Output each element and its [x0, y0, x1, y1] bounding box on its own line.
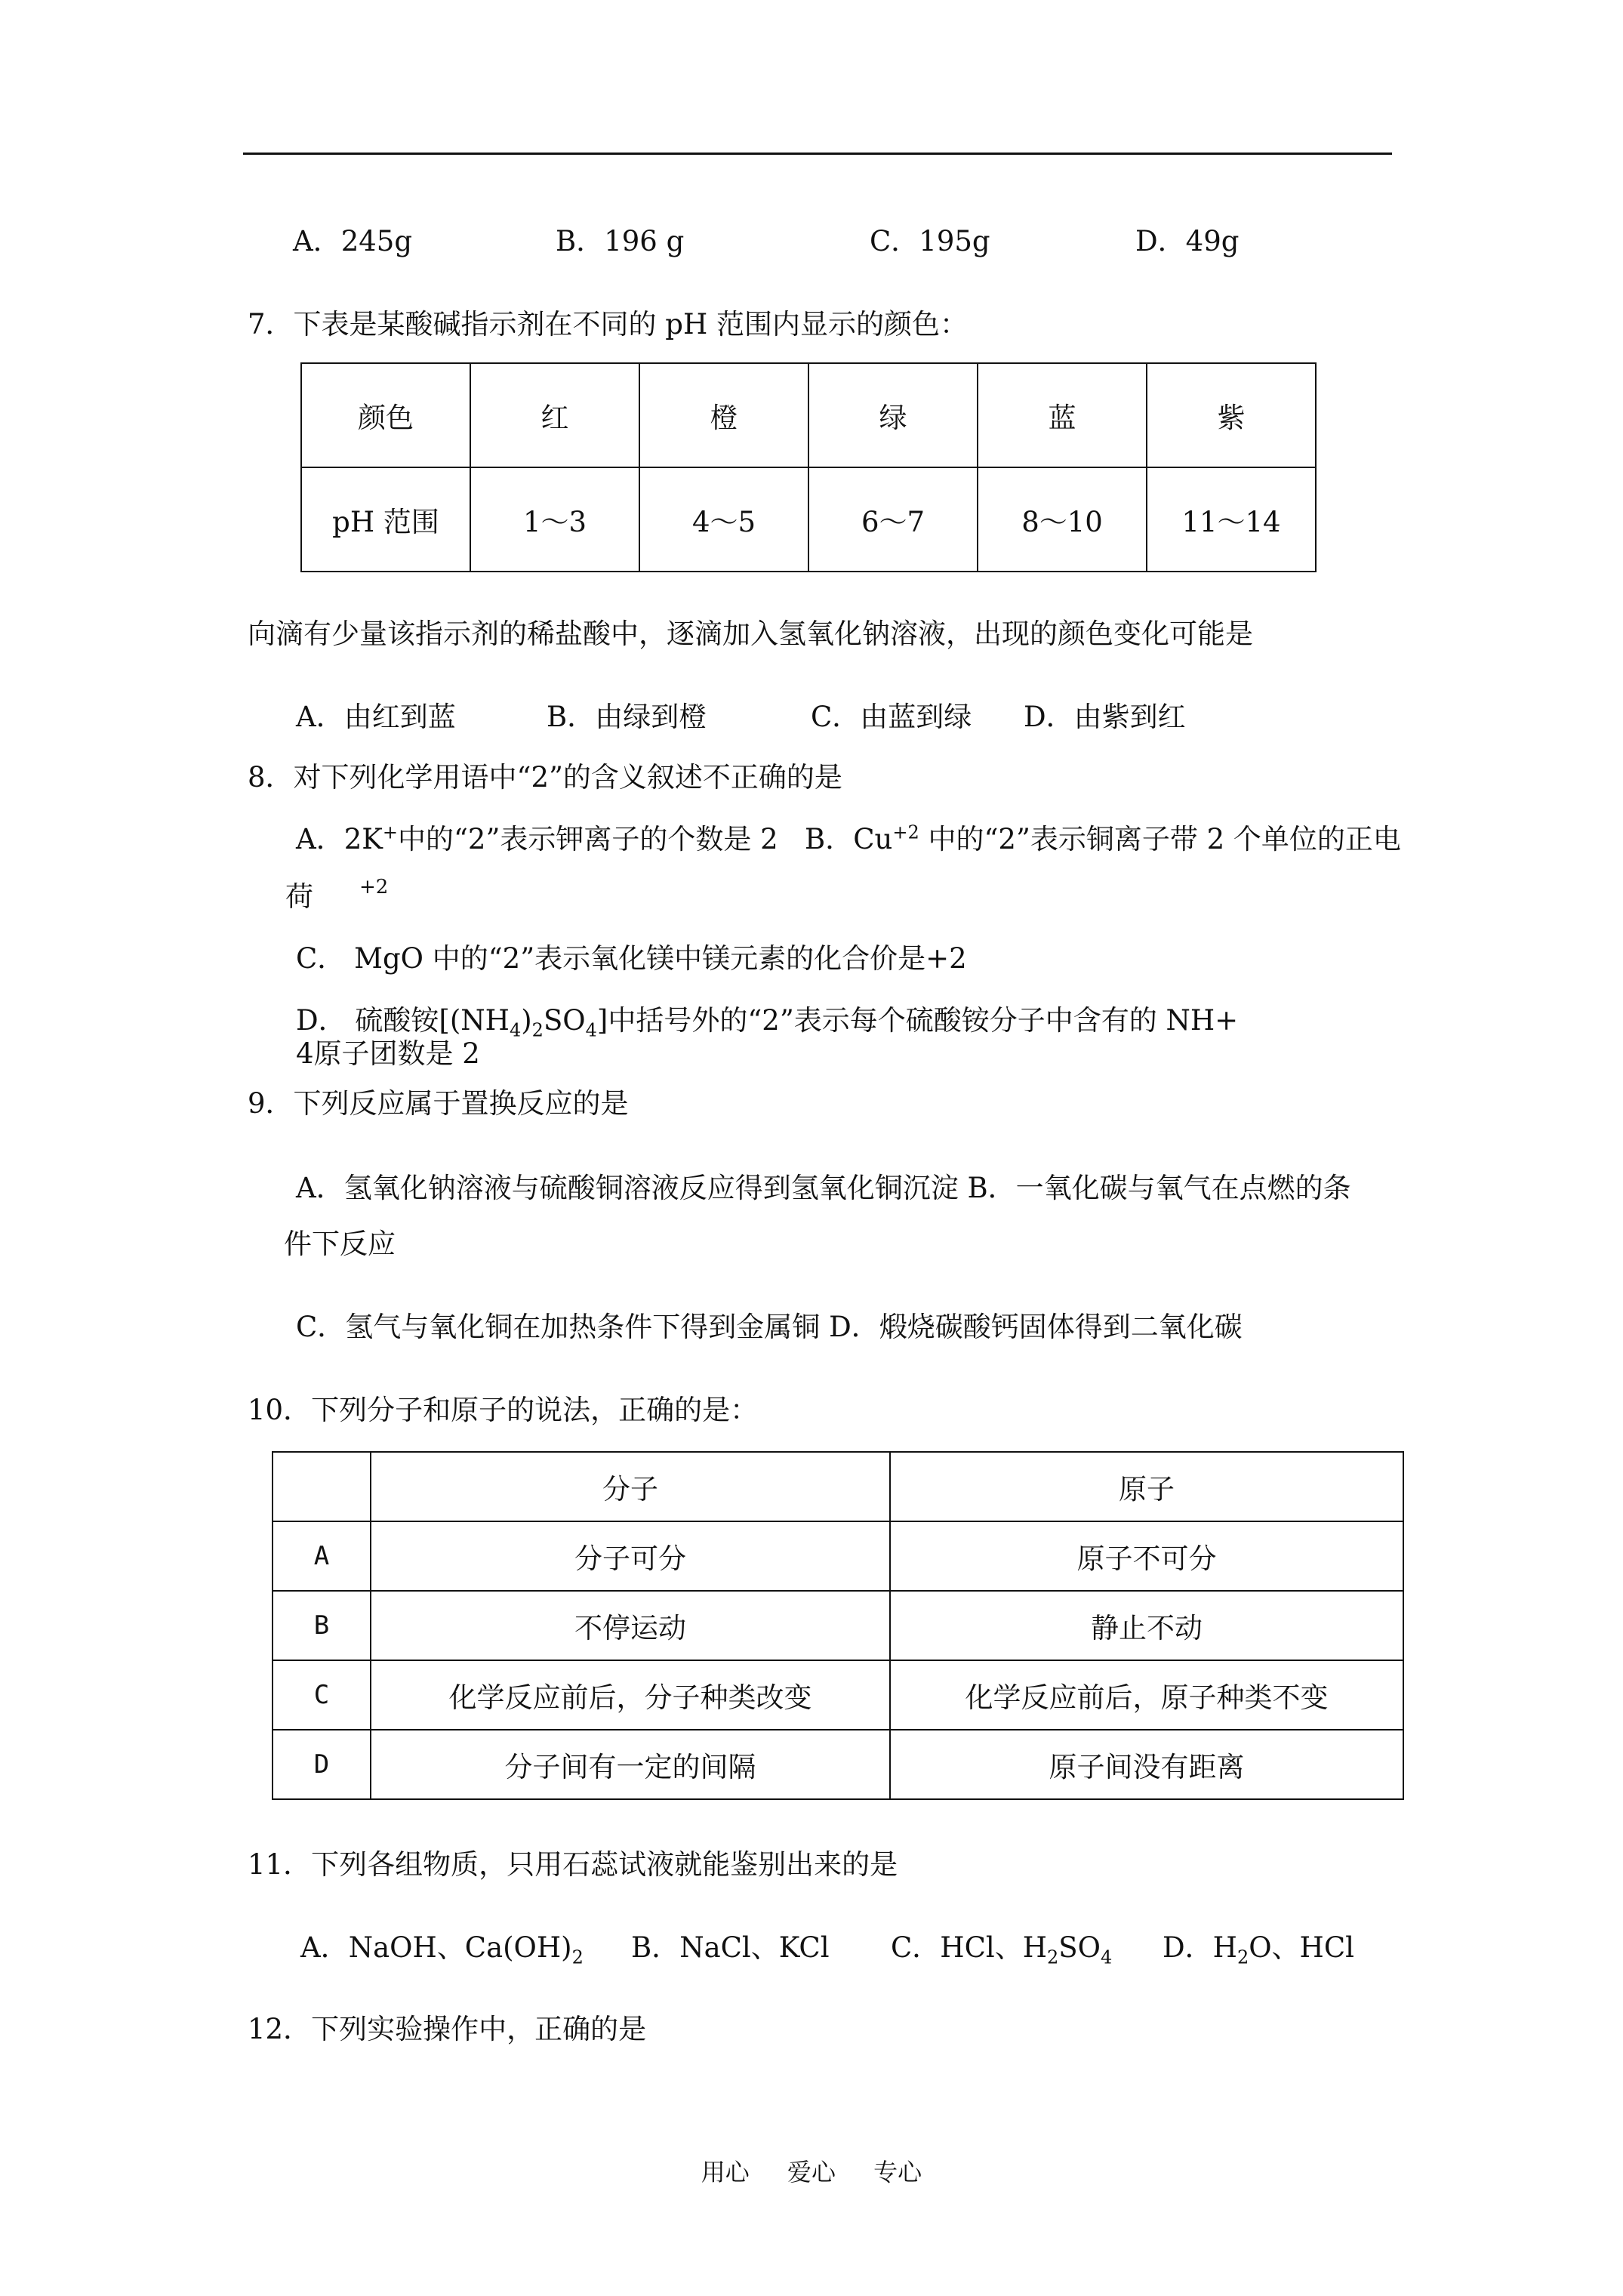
q10-stem: 10．下列分子和原子的说法，正确的是： — [248, 1394, 759, 1426]
q8-stem: 8．对下列化学用语中“2”的含义叙述不正确的是 — [248, 761, 842, 794]
footer-word: 专心 — [873, 2158, 922, 2187]
q8-c-valence-mark: +2 — [359, 876, 389, 898]
q11-d-text: D．H — [1163, 1931, 1237, 1964]
q8-option-ab — [296, 823, 1401, 856]
table-cell: 橙 — [639, 363, 808, 467]
q6-option-a: A．245g — [293, 225, 413, 257]
table-cell: C — [273, 1660, 371, 1730]
q8-option-c: C． MgO 中的“2”表示氧化镁中镁元素的化合价是+2 — [296, 942, 967, 975]
q8-d-prefix: D． 硫酸铵[(NH — [296, 1004, 510, 1037]
subscript: 2 — [1047, 1946, 1059, 1968]
table-cell: 不停运动 — [371, 1591, 890, 1660]
q7-option-a: A．由红到蓝 — [296, 701, 456, 733]
table-cell: 颜色 — [301, 363, 470, 467]
q8-a-text: 中的“2”表示钾离子的个数是 2 — [398, 823, 778, 855]
q11-a-text: A．NaOH、Ca(OH) — [300, 1931, 572, 1964]
q11-c-text: SO — [1058, 1931, 1101, 1964]
table-cell — [273, 1452, 371, 1521]
table-row — [273, 1521, 1403, 1591]
q6-option-d: D．49g — [1135, 225, 1240, 257]
q10-table — [272, 1451, 1404, 1800]
q9-option-ab: A．氢氧化钠溶液与硫酸铜溶液反应得到氢氧化铜沉淀 B．一氧化碳与氧气在点燃的条 — [296, 1172, 1351, 1204]
table-cell: B — [273, 1591, 371, 1660]
header-rule — [243, 153, 1392, 155]
q12-stem: 12．下列实验操作中，正确的是 — [248, 2013, 647, 2045]
q8-d-text: 原子团数是 2 — [313, 1037, 480, 1070]
subscript: 4 — [585, 1019, 597, 1041]
table-cell: 1～3 — [470, 467, 639, 572]
table-row — [273, 1591, 1403, 1660]
q8-a-charge: + — [382, 821, 399, 843]
q8-option-d — [296, 1004, 1238, 1071]
q11-option-c — [891, 1931, 1113, 1968]
table-cell: 原子不可分 — [890, 1521, 1403, 1591]
q11-option-b: B．NaCl、KCl — [631, 1931, 830, 1964]
q7-question: 向滴有少量该指示剂的稀盐酸中，逐滴加入氢氧化钠溶液，出现的颜色变化可能是 — [248, 618, 1253, 650]
table-cell: 静止不动 — [890, 1591, 1403, 1660]
table-cell: 8～10 — [978, 467, 1147, 572]
q11-stem: 11．下列各组物质，只用石蕊试液就能鉴别出来的是 — [248, 1848, 898, 1881]
table-cell: 6～7 — [808, 467, 978, 572]
table-row — [301, 363, 1316, 467]
q7-stem: 7．下表是某酸碱指示剂在不同的 pH 范围内显示的颜色： — [248, 308, 969, 341]
table-cell: 化学反应前后，分子种类改变 — [371, 1660, 890, 1730]
table-cell: 蓝 — [978, 363, 1147, 467]
subscript: 2 — [571, 1946, 584, 1968]
q6-option-b: B．196 g — [556, 225, 685, 257]
table-cell: 红 — [470, 363, 639, 467]
footer-word: 爱心 — [787, 2158, 836, 2187]
q8-d-text: ]中括号外的“2”表示每个硫酸铵分子中含有的 NH — [596, 1004, 1215, 1037]
q8-a-prefix: A．2K — [296, 823, 383, 855]
table-cell: 原子间没有距离 — [890, 1730, 1403, 1799]
footer-word: 用心 — [701, 2158, 750, 2187]
q9-option-cd: C．氢气与氧化铜在加热条件下得到金属铜 D．煅烧碳酸钙固体得到二氧化碳 — [296, 1311, 1243, 1343]
table-cell: 分子 — [371, 1452, 890, 1521]
table-cell: pH 范围 — [301, 467, 470, 572]
ammonium-plus: + — [1215, 1004, 1239, 1037]
q8-d-text: ) — [521, 1004, 532, 1037]
q7-option-c: C．由蓝到绿 — [811, 701, 972, 733]
table-cell: 11～14 — [1147, 467, 1316, 572]
subscript: 2 — [531, 1019, 544, 1041]
table-cell: 紫 — [1147, 363, 1316, 467]
table-cell: D — [273, 1730, 371, 1799]
q8-b-continuation: 荷 — [285, 880, 313, 913]
table-cell: 化学反应前后，原子种类不变 — [890, 1660, 1403, 1730]
table-row — [273, 1452, 1403, 1521]
q8-b-text: 中的“2”表示铜离子带 2 个单位的正电 — [919, 823, 1401, 855]
q8-d-text: SO — [543, 1004, 586, 1037]
q8-b-charge: +2 — [892, 821, 919, 843]
q9-ab-continuation: 件下反应 — [284, 1228, 396, 1260]
table-cell: 原子 — [890, 1452, 1403, 1521]
ammonium-four: 4 — [296, 1037, 314, 1070]
q6-option-c: C．195g — [870, 225, 990, 257]
subscript: 4 — [509, 1019, 522, 1041]
subscript: 4 — [1100, 1946, 1113, 1968]
table-cell: 分子间有一定的间隔 — [371, 1730, 890, 1799]
table-cell: 绿 — [808, 363, 978, 467]
q11-c-text: C．HCl、H — [891, 1931, 1047, 1964]
table-row — [273, 1730, 1403, 1799]
q7-indicator-table — [300, 362, 1317, 572]
table-row — [273, 1660, 1403, 1730]
page-footer — [0, 2153, 1623, 2188]
table-cell: 分子可分 — [371, 1521, 890, 1591]
q8-b-prefix: B．Cu — [805, 823, 893, 855]
q9-stem: 9．下列反应属于置换反应的是 — [248, 1087, 629, 1120]
table-cell: 4～5 — [639, 467, 808, 572]
q11-option-d — [1163, 1931, 1354, 1968]
q7-option-d: D．由紫到红 — [1024, 701, 1186, 733]
table-cell: A — [273, 1521, 371, 1591]
q11-d-text: O、HCl — [1249, 1931, 1354, 1964]
table-row — [301, 467, 1316, 572]
q11-option-a — [300, 1931, 584, 1968]
q7-option-b: B．由绿到橙 — [547, 701, 707, 733]
subscript: 2 — [1236, 1946, 1249, 1968]
